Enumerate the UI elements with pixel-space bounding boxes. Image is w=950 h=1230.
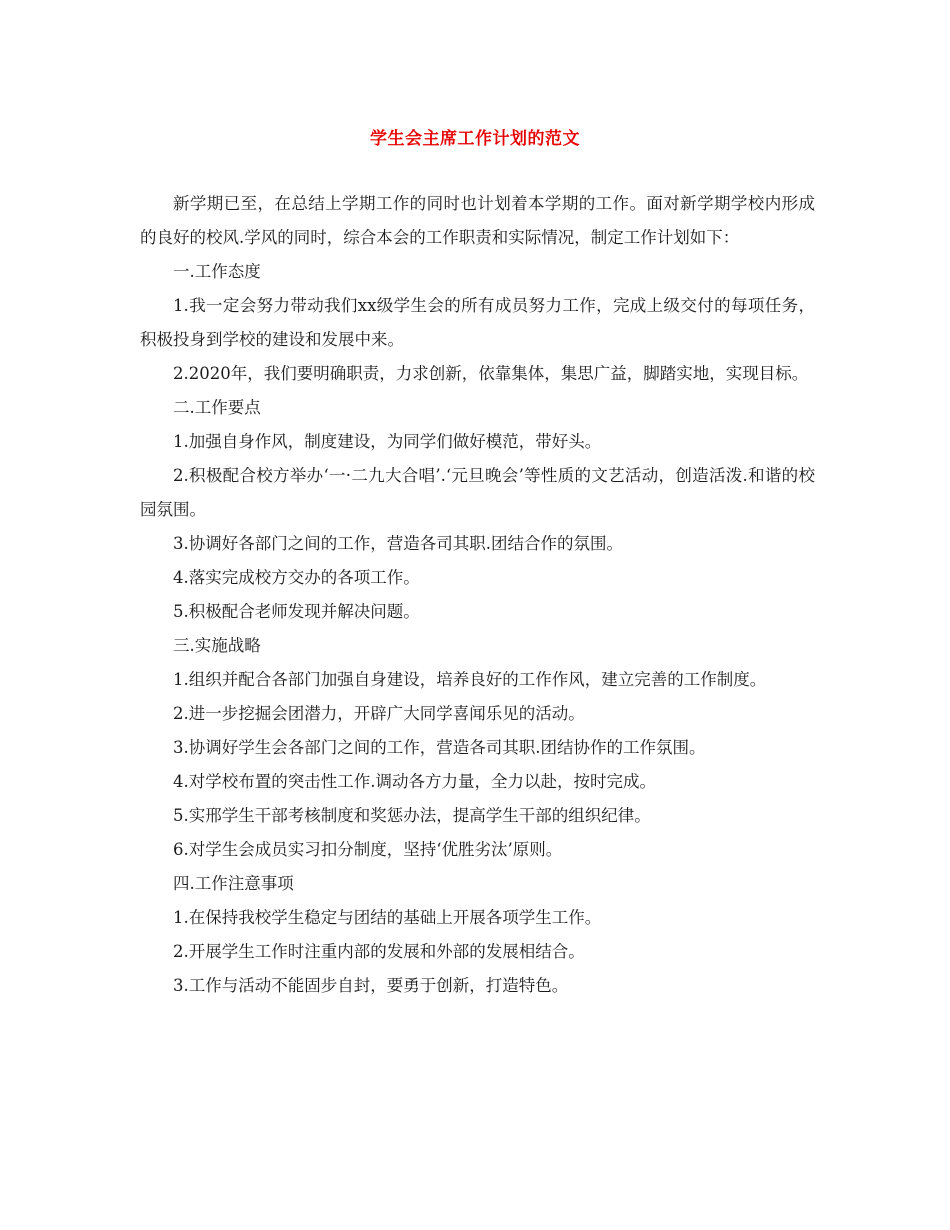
paragraph-item: 3.工作与活动不能固步自封，要勇于创新，打造特色。 [173,976,569,995]
paragraph-item: 1.在保持我校学生稳定与团结的基础上开展各项学生工作。 [173,908,602,927]
paragraph-item: 1.我一定会努力带动我们xx级学生会的所有成员努力工作，完成上级交付的每项任务，积极投身到学校的建设和发展中来。 [140,296,815,349]
paragraph-item: 5.积极配合老师发现并解决问题。 [173,602,420,621]
paragraph-item: 1.组织并配合各部门加强自身建设，培养良好的工作作风，建立完善的工作制度。 [173,670,767,689]
paragraph-item: 6.对学生会成员实习扣分制度，坚持‘优胜劣汰’原则。 [173,840,563,859]
section-heading-2: 二.工作要点 [173,398,261,417]
paragraph-item: 1.加强自身作风，制度建设，为同学们做好模范，带好头。 [173,432,602,451]
section-heading-3: 三.实施战略 [173,636,261,655]
paragraph-item: 3.协调好学生会各部门之间的工作，营造各司其职.团结协作的工作氛围。 [173,738,706,757]
paragraph-item: 4.落实完成校方交办的各项工作。 [173,568,420,587]
section-heading-4: 四.工作注意事项 [173,874,294,893]
paragraph-item: 2.2020年，我们要明确职责，力求创新，依靠集体，集思广益，脚踏实地，实现目标。 [173,364,809,383]
paragraph-item: 3.协调好各部门之间的工作，营造各司其职.团结合作的氛围。 [173,534,623,553]
section-heading-1: 一.工作态度 [173,262,261,281]
paragraph-item: 2.进一步挖掘会团潜力，开辟广大同学喜闻乐见的活动。 [173,704,585,723]
document-title: 学生会主席工作计划的范文 [370,129,580,149]
paragraph-item: 2.积极配合校方举办‘一·二九大合唱’.‘元旦晚会’等性质的文艺活动，创造活泼.和谐的校园氛围。 [140,466,815,519]
document-body [140,187,815,1003]
paragraph-intro: 新学期已至，在总结上学期工作的同时也计划着本学期的工作。面对新学期学校内形成的良好的校风.学风的同时，综合本会的工作职责和实际情况，制定工作计划如下： [140,194,815,247]
paragraph-item: 2.开展学生工作时注重内部的发展和外部的发展相结合。 [173,942,585,961]
paragraph-item: 5.实邢学生干部考核制度和奖惩办法，提高学生干部的组织纪律。 [173,806,651,825]
paragraph-item: 4.对学校布置的突击性工作.调动各方力量，全力以赴，按时完成。 [173,772,656,791]
